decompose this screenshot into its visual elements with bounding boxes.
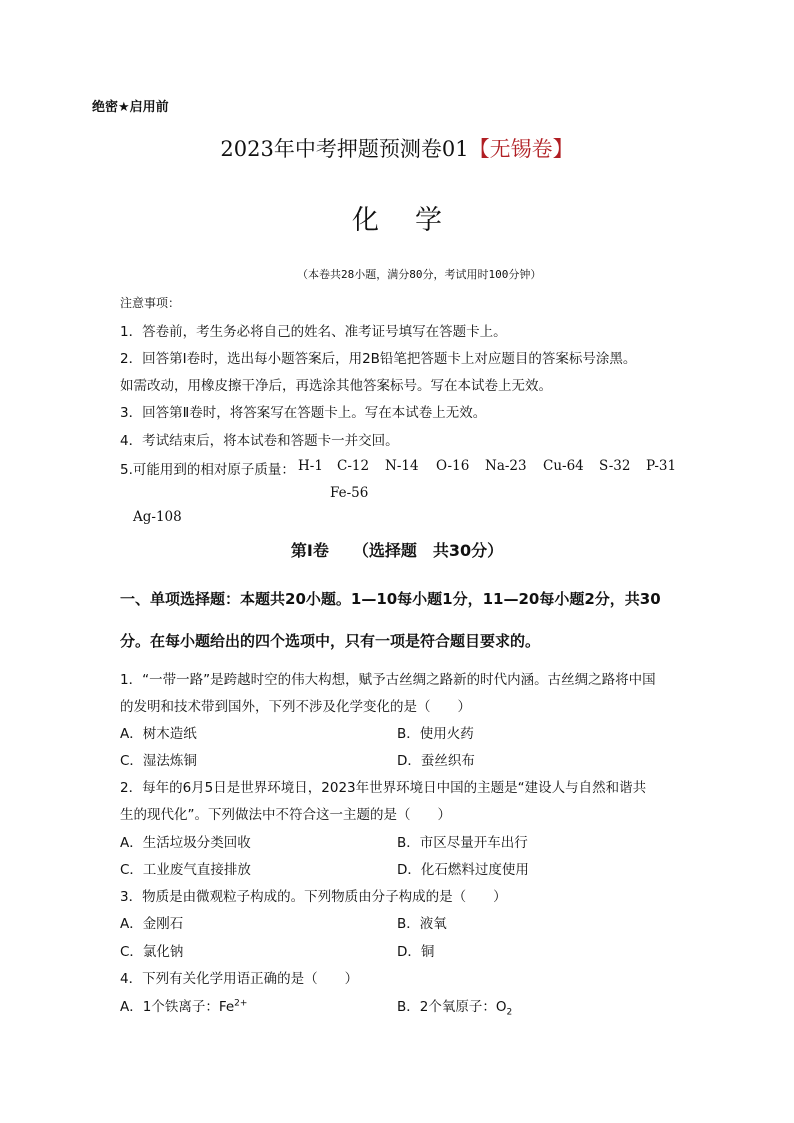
part-instruction: 分。在每小题给出的四个选项中，只有一项是符合题目要求的。: [120, 632, 541, 650]
option-b: B．市区尽量开车出行: [397, 835, 528, 851]
notice-heading: 注意事项：: [120, 296, 181, 310]
option-c: C．湿法炼铜: [120, 753, 197, 769]
atomic-mass: H-1: [298, 458, 323, 474]
option-d: D．蚕丝织布: [397, 753, 475, 769]
subject-title: 化学: [352, 205, 478, 236]
option-a-text: A．1个铁离子：Fe: [120, 999, 235, 1015]
question-stem: 4．下列有关化学用语正确的是（ ）: [120, 971, 359, 987]
atom-count-subscript: 2: [506, 1007, 513, 1018]
question-stem: 生的现代化”。下列做法中不符合这一主题的是（ ）: [120, 807, 451, 823]
option-d: D．铜: [397, 944, 435, 960]
atomic-mass: S-32: [599, 458, 631, 474]
question-stem: 2．每年的6月5日是世界环境日，2023年世界环境日中国的主题是“建设人与自然和谐共: [120, 780, 647, 796]
section-title: 第Ⅰ卷 （选择题 共30分）: [290, 541, 504, 560]
notice-item: 如需改动，用橡皮擦干净后，再选涂其他答案标号。写在本试卷上无效。: [120, 378, 552, 394]
atomic-mass: Na-23: [485, 458, 527, 474]
option-c: C．氯化钠: [120, 944, 184, 960]
exam-info: （本卷共28小题，满分80分，考试用时100分钟）: [297, 268, 542, 281]
atomic-mass: Cu-64: [543, 458, 584, 474]
exam-title-region: 【无锡卷】: [468, 137, 574, 161]
part-instruction: 一、单项选择题：本题共20小题。1—10每小题1分，11—20每小题2分，共30: [120, 590, 661, 608]
option-d: D．化石燃料过度使用: [397, 862, 529, 878]
question-stem: 的发明和技术带到国外，下列不涉及化学变化的是（ ）: [120, 699, 471, 715]
notice-item: 1．答卷前，考生务必将自己的姓名、准考证号填写在答题卡上。: [120, 324, 507, 340]
confidential-mark: 绝密★启用前: [92, 100, 169, 115]
option-b-text: B．2个氧原子：O: [397, 999, 507, 1015]
notice-item: 4．考试结束后，将本试卷和答题卡一并交回。: [120, 433, 399, 449]
option-b: B．使用火药: [397, 726, 474, 742]
option-b: [397, 995, 512, 1018]
option-a: A．生活垃圾分类回收: [120, 835, 251, 851]
atomic-mass: Ag-108: [133, 509, 182, 525]
option-a: A．树木造纸: [120, 726, 197, 742]
question-stem: 1．“一带一路”是跨越时空的伟大构想，赋予古丝绸之路新的时代内涵。古丝绸之路将中国: [120, 672, 656, 688]
notice-item: 2．回答第Ⅰ卷时，选出每小题答案后，用2B铅笔把答题卡上对应题目的答案标号涂黑。: [120, 351, 637, 367]
atomic-mass: Fe-56: [330, 485, 369, 501]
atomic-mass-label: 5.可能用到的相对原子质量：: [120, 462, 295, 478]
atomic-mass: P-31: [646, 458, 677, 474]
atomic-mass: C-12: [337, 458, 370, 474]
charge-superscript: 2+: [234, 998, 248, 1009]
notice-item: 3．回答第Ⅱ卷时，将答案写在答题卡上。写在本试卷上无效。: [120, 405, 487, 421]
atomic-mass: N-14: [385, 458, 419, 474]
option-b: B．液氧: [397, 916, 447, 932]
atomic-mass: O-16: [436, 458, 470, 474]
option-a: A．金刚石: [120, 916, 184, 932]
question-stem: 3．物质是由微观粒子构成的。下列物质由分子构成的是（ ）: [120, 889, 507, 905]
exam-title: [0, 133, 794, 163]
option-a: [120, 995, 247, 1015]
exam-title-main: 2023年中考押题预测卷01: [220, 137, 469, 161]
option-c: C．工业废气直接排放: [120, 862, 251, 878]
